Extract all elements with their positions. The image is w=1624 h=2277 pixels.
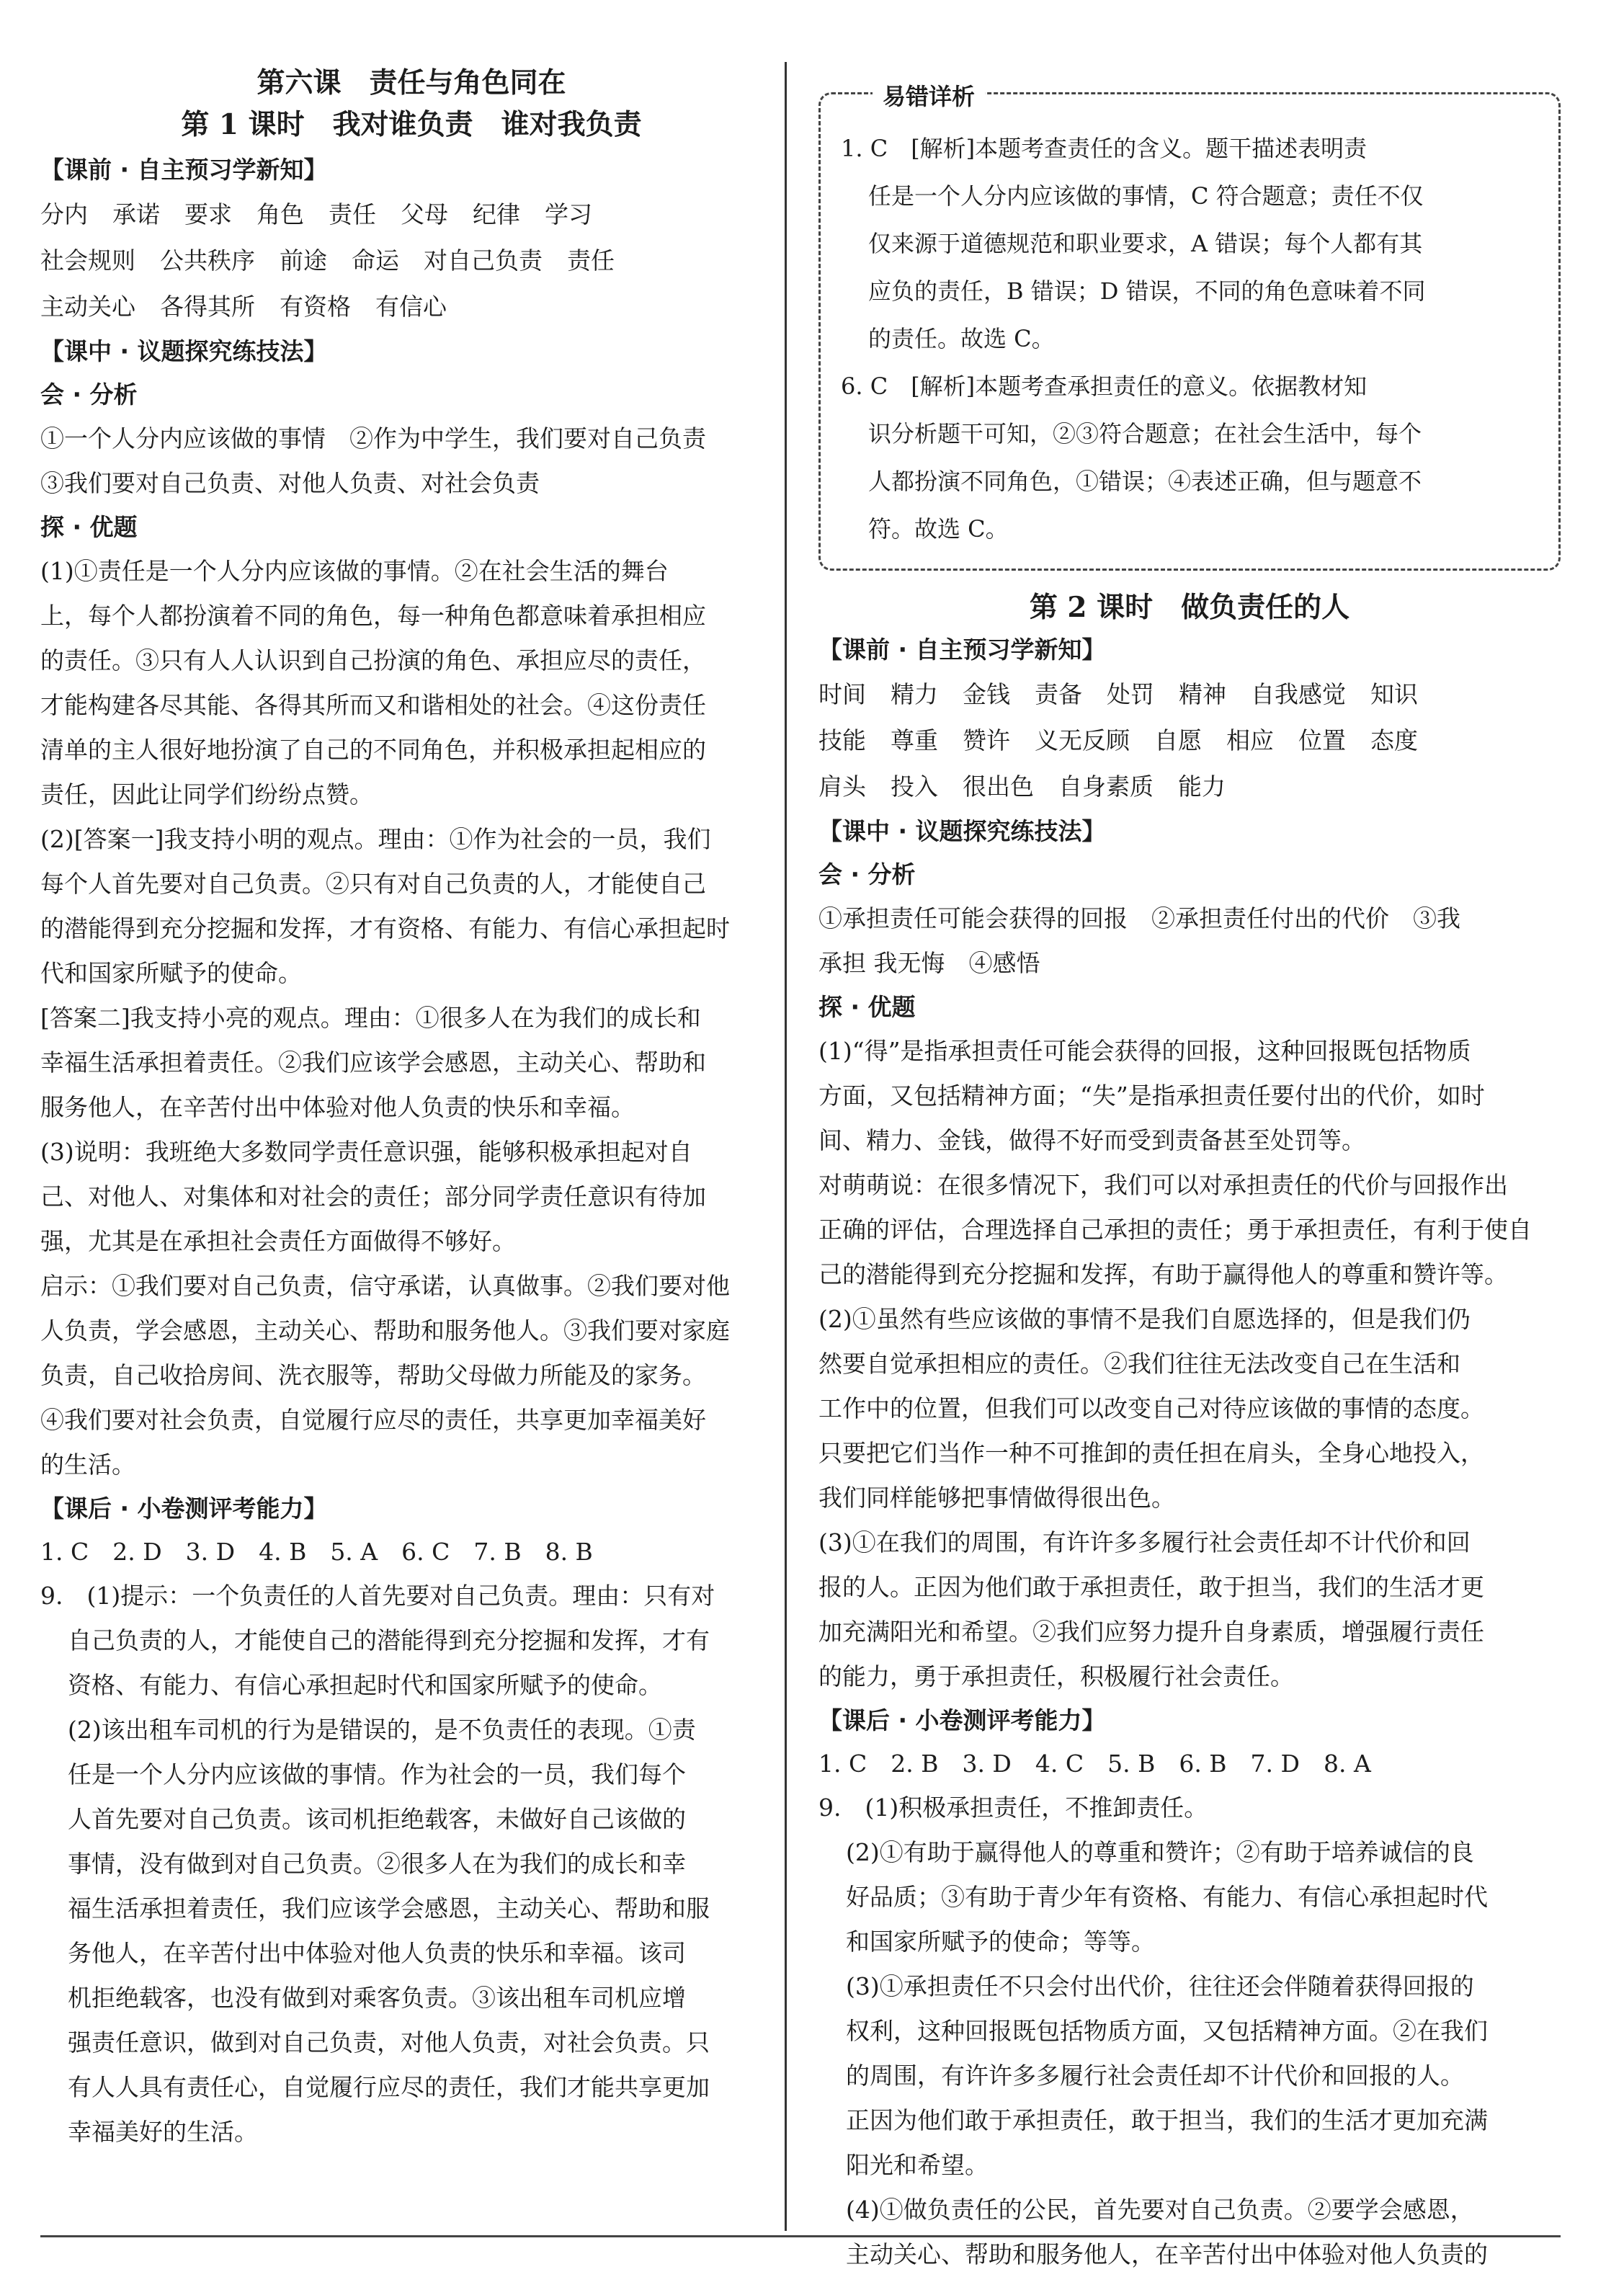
analysis-line: ①承担责任可能会获得的回报 ②承担责任付出的代价 ③我 [818, 904, 1460, 932]
keyword-row [818, 718, 1561, 764]
keyword: 责备 [1035, 680, 1082, 708]
explore-line: 的生活。 [40, 1451, 135, 1479]
keyword: 相应 [1226, 726, 1274, 754]
box-line: 6. C [解析]本题考查承担责任的意义。依据教材知 [841, 373, 1368, 400]
period-1-title: 第 1 课时 我对谁负责 谁对我负责 [181, 108, 642, 141]
pre-class-heading: 【课前 · 自主预习学新知】 [818, 636, 1106, 664]
q9-line: 人首先要对自己负责。该司机拒绝载客，未做好自己该做的 [68, 1805, 686, 1833]
keyword: 公共秩序 [160, 246, 255, 275]
box-line: 的责任。故选 C。 [868, 325, 1055, 352]
explore-line: 己、对他人、对集体和对社会的责任；部分同学责任意识有待加 [40, 1182, 706, 1211]
q9-line: 正因为他们敢于承担责任，敢于担当，我们的生活才更加充满 [846, 2106, 1488, 2134]
pre-class-heading: 【课前 · 自主预习学新知】 [40, 156, 328, 184]
explore-line: [答案二]我支持小亮的观点。理由：①很多人在为我们的成长和 [40, 1004, 701, 1032]
q9-line: 的周围，有许许多多履行社会责任却不计代价和回报的人。 [846, 2062, 1464, 2090]
keyword: 很出色 [963, 772, 1034, 801]
q9-line: 任是一个人分内应该做的事情。作为社会的一员，我们每个 [68, 1760, 686, 1788]
explore-line: (3)①在我们的周围，有许许多多履行社会责任却不计代价和回 [818, 1528, 1471, 1556]
box-line: 任是一个人分内应该做的事情，C 符合题意；责任不仅 [868, 182, 1424, 210]
q9-line: 强责任意识，做到对自己负责，对他人负责，对社会负责。只 [68, 2028, 710, 2057]
box-line: 识分析题干可知，②③符合题意；在社会生活中，每个 [868, 420, 1422, 447]
explore-line: 上，每个人都扮演着不同的角色，每一种角色都意味着承担相应 [40, 602, 706, 630]
keyword: 责任 [329, 200, 376, 228]
explore-line: (1)“得”是指承担责任可能会获得的回报，这种回报既包括物质 [818, 1037, 1471, 1065]
analysis-line: ①一个人分内应该做的事情 ②作为中学生，我们要对自己负责 [40, 424, 706, 453]
box-line: 仅来源于道德规范和职业要求，A 错误；每个人都有其 [868, 230, 1423, 257]
explore-line: 然要自觉承担相应的责任。②我们往往无法改变自己在生活和 [818, 1350, 1460, 1378]
q9-line: (3)①承担责任不只会付出代价，往往还会伴随着获得回报的 [846, 1972, 1474, 2000]
explore-line: 的潜能得到充分挖掘和发挥，才有资格、有能力、有信心承担起时 [40, 914, 730, 943]
explore-line: 责任，因此让同学们纷纷点赞。 [40, 780, 373, 808]
keyword: 自愿 [1154, 726, 1202, 754]
keyword: 前途 [280, 246, 327, 275]
keyword-row [40, 284, 782, 330]
explore-line: 清单的主人很好地扮演了自己的不同角色，并积极承担起相应的 [40, 736, 706, 764]
keyword: 社会规则 [40, 246, 135, 275]
keyword: 能力 [1178, 772, 1226, 801]
q9-line: 9. (1)积极承担责任，不推卸责任。 [818, 1793, 1208, 1822]
choice-answers: 1. C 2. D 3. D 4. B 5. A 6. C 7. B 8. B [40, 1538, 593, 1566]
after-class-heading: 【课后 · 小卷测评考能力】 [40, 1494, 328, 1523]
explore-line: 工作中的位置，但我们可以改变自己对待应该做的事情的态度。 [818, 1394, 1484, 1422]
explore-line: (2)①虽然有些应该做的事情不是我们自愿选择的，但是我们仍 [818, 1305, 1471, 1333]
keyword: 位置 [1298, 726, 1346, 754]
keyword: 角色 [256, 200, 304, 228]
explore-heading: 探 · 优题 [818, 993, 916, 1021]
keyword: 分内 [40, 200, 88, 228]
explore-line: 服务他人，在辛苦付出中体验对他人负责的快乐和幸福。 [40, 1093, 635, 1121]
box-line: 1. C [解析]本题考查责任的含义。题干描述表明责 [841, 135, 1368, 162]
box-line: 人都扮演不同角色，①错误；④表述正确，但与题意不 [868, 468, 1422, 495]
lesson-title: 第六课 责任与角色同在 [256, 66, 566, 99]
keyword: 要求 [184, 200, 232, 228]
keyword: 知识 [1370, 680, 1418, 708]
q9-line: (4)①做负责任的公民，首先要对自己负责。②要学会感恩， [846, 2196, 1474, 2224]
explore-line: 幸福生活承担着责任。②我们应该学会感恩，主动关心、帮助和 [40, 1048, 706, 1077]
q9-line: (2)①有助于赢得他人的尊重和赞许；②有助于培养诚信的良 [846, 1838, 1474, 1866]
keyword: 承诺 [112, 200, 160, 228]
q9-line: 有人人具有责任心，自觉履行应尽的责任，我们才能共享更加 [68, 2073, 710, 2101]
explore-line: 间、精力、金钱，做得不好而受到责备甚至处罚等。 [818, 1126, 1365, 1154]
q9-line: 事情，没有做到对自己负责。②很多人在为我们的成长和幸 [68, 1850, 686, 1878]
keyword: 父母 [401, 200, 448, 228]
q9-line: 和国家所赋予的使命；等等。 [846, 1928, 1155, 1956]
keyword: 时间 [818, 680, 866, 708]
explore-line: 强，尤其是在承担社会责任方面做得不够好。 [40, 1227, 516, 1255]
keyword-row [40, 192, 782, 238]
keyword: 对自己负责 [424, 246, 543, 275]
left-column [40, 62, 782, 2155]
explore-line: 正确的评估，合理选择自己承担的责任；勇于承担责任，有利于使自 [818, 1216, 1532, 1244]
explore-heading: 探 · 优题 [40, 513, 138, 541]
analysis-heading: 会 · 分析 [818, 860, 916, 888]
q9-line: 主动关心、帮助和服务他人，在辛苦付出中体验对他人负责的 [846, 2240, 1488, 2268]
box-line: 应负的责任，B 错误；D 错误，不同的角色意味着不同 [868, 277, 1426, 305]
q9-line: 资格、有能力、有信心承担起时代和国家所赋予的使命。 [68, 1671, 662, 1699]
keyword: 自我感觉 [1251, 680, 1346, 708]
keyword: 尊重 [891, 726, 938, 754]
q9-line: 机拒绝载客，也没有做到对乘客负责。③该出租车司机应增 [68, 1984, 686, 2012]
keyword: 精神 [1179, 680, 1226, 708]
q9-line: 好品质；③有助于青少年有资格、有能力、有信心承担起时代 [846, 1883, 1488, 1911]
analysis-line: ③我们要对自己负责、对他人负责、对社会负责 [40, 469, 540, 497]
choice-answers: 1. C 2. B 3. D 4. C 5. B 6. B 7. D 8. A [818, 1750, 1371, 1778]
explore-line: 对萌萌说：在很多情况下，我们可以对承担责任的代价与回报作出 [818, 1171, 1508, 1199]
explore-line: 负责，自己收拾房间、洗衣服等，帮助父母做力所能及的家务。 [40, 1361, 706, 1389]
explore-line: 加充满阳光和希望。②我们应努力提升自身素质，增强履行责任 [818, 1618, 1484, 1646]
keyword: 投入 [891, 772, 938, 801]
column-divider [785, 62, 787, 2231]
explore-line: 启示：①我们要对自己负责，信守承诺，认真做事。②我们要对他 [40, 1272, 730, 1300]
explore-line: (2)[答案一]我支持小明的观点。理由：①作为社会的一员，我们 [40, 825, 711, 853]
explore-line: (3)说明：我班绝大多数同学责任意识强，能够积极承担起对自 [40, 1138, 692, 1166]
keyword: 主动关心 [40, 293, 135, 321]
keyword: 自身素质 [1058, 772, 1154, 801]
keyword: 命运 [352, 246, 399, 275]
q9-line: 权利，这种回报既包括物质方面，又包括精神方面。②在我们 [846, 2017, 1488, 2045]
explore-line: 我们同样能够把事情做得很出色。 [818, 1484, 1175, 1512]
explore-line: 的责任。③只有人人认识到自己扮演的角色、承担应尽的责任， [40, 646, 706, 674]
keyword-row [818, 672, 1561, 718]
in-class-heading: 【课中 · 议题探究练技法】 [40, 337, 328, 365]
keyword: 技能 [818, 726, 866, 754]
q9-line: 幸福美好的生活。 [68, 2118, 258, 2146]
explore-line: 己的潜能得到充分挖掘和发挥，有助于赢得他人的尊重和赞许等。 [818, 1260, 1508, 1288]
error-analysis-box [818, 83, 1561, 571]
keyword: 有信心 [375, 293, 447, 321]
keyword: 精力 [891, 680, 938, 708]
keyword-row [40, 238, 782, 284]
keyword-row [818, 764, 1561, 810]
explore-line: ④我们要对社会负责，自觉履行应尽的责任，共享更加幸福美好 [40, 1406, 706, 1434]
explore-line: 才能构建各尽其能、各得其所而又和谐相处的社会。④这份责任 [40, 691, 706, 719]
keyword: 责任 [567, 246, 615, 275]
q9-line: 务他人，在辛苦付出中体验对他人负责的快乐和幸福。该司 [68, 1939, 686, 1967]
keyword: 赞许 [963, 726, 1010, 754]
keyword: 金钱 [963, 680, 1010, 708]
keyword: 态度 [1370, 726, 1418, 754]
after-class-heading: 【课后 · 小卷测评考能力】 [818, 1706, 1106, 1734]
error-analysis-title: 易错详析 [873, 79, 985, 112]
right-column [818, 85, 1561, 2277]
explore-line: 只要把它们当作一种不可推卸的责任担在肩头，全身心地投入， [818, 1439, 1484, 1467]
keyword: 肩头 [818, 772, 866, 801]
explore-line: 方面，又包括精神方面；“失”是指承担责任要付出的代价，如时 [818, 1082, 1485, 1110]
keyword: 学习 [545, 200, 592, 228]
q9-line: 9. (1)提示：一个负责任的人首先要对自己负责。理由：只有对 [40, 1582, 715, 1610]
q9-line: 阳光和希望。 [846, 2151, 989, 2179]
keyword: 纪律 [473, 200, 520, 228]
q9-line: (2)该出租车司机的行为是错误的，是不负责任的表现。①责 [68, 1716, 696, 1744]
keyword: 义无反顾 [1035, 726, 1130, 754]
q9-line: 自己负责的人，才能使自己的潜能得到充分挖掘和发挥，才有 [68, 1626, 710, 1654]
analysis-heading: 会 · 分析 [40, 380, 138, 409]
keyword: 处罚 [1107, 680, 1154, 708]
box-line: 符。故选 C。 [868, 515, 1009, 543]
explore-line: 代和国家所赋予的使命。 [40, 959, 302, 987]
keyword: 有资格 [280, 293, 351, 321]
explore-line: 每个人首先要对自己负责。②只有对自己负责的人，才能使自己 [40, 870, 706, 898]
explore-line: 人负责，学会感恩，主动关心、帮助和服务他人。③我们要对家庭 [40, 1316, 730, 1345]
period-2-title: 第 2 课时 做负责任的人 [1029, 591, 1350, 624]
q9-line: 福生活承担着责任，我们应该学会感恩，主动关心、帮助和服 [68, 1894, 710, 1922]
explore-line: 的能力，勇于承担责任，积极履行社会责任。 [818, 1662, 1294, 1690]
analysis-line: 承担 我无悔 ④感悟 [818, 949, 1040, 977]
explore-line: (1)①责任是一个人分内应该做的事情。②在社会生活的舞台 [40, 557, 669, 585]
explore-line: 报的人。正因为他们敢于承担责任，敢于担当，我们的生活才更 [818, 1573, 1484, 1601]
in-class-heading: 【课中 · 议题探究练技法】 [818, 817, 1106, 845]
keyword: 各得其所 [160, 293, 255, 321]
